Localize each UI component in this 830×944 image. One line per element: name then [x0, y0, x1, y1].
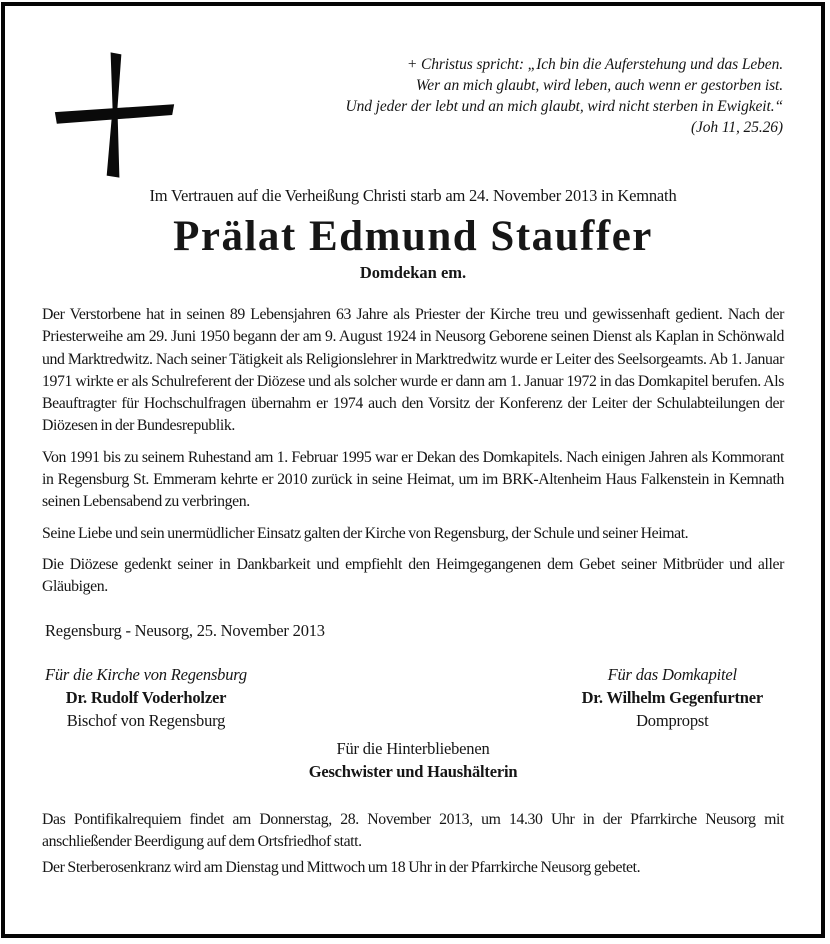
memorial-cross-icon	[49, 44, 181, 186]
funeral-info	[42, 809, 784, 880]
body-paragraph: Von 1991 bis zu seinem Ruhestand am 1. Februar 1995 war er Dekan des Domkapitels. Nach einigen Jahren als Kommorant in Regensburg St. Emmeram kehrte er 2010 zurück in seine Heimat, um im BRK-Altenheim Haus Falkenstein in Kemnath seinen Lebensabend zu verbringen.	[42, 448, 784, 511]
scripture-reference: (Joh 11, 25.26)	[690, 119, 783, 136]
signature-row	[45, 663, 763, 732]
signature-name: Dr. Wilhelm Gegenfurtner	[581, 687, 763, 707]
scripture-quote-line: Wer an mich glaubt, wird leben, auch wenn er gestorben ist.	[415, 77, 783, 94]
funeral-paragraph: Der Sterberosenkranz wird am Dienstag und Mittwoch um 18 Uhr in der Pfarrkirche Neusorg gebetet.	[42, 859, 641, 877]
obituary-body	[42, 304, 784, 599]
scripture-quote-line: Und jeder der lebt und an mich glaubt, wird nicht sterben in Ewigkeit.“	[345, 98, 783, 115]
signature-left	[45, 663, 247, 732]
signature-role: Für das Domkapitel	[607, 664, 737, 684]
funeral-paragraph: Das Pontifikalrequiem findet am Donnerstag, 28. November 2013, um 14.30 Uhr in der Pfarrkirche Neusorg mit anschließender Beerdigung auf dem Ortsfriedhof statt.	[42, 810, 784, 850]
signature-name: Geschwister und Haushälterin	[308, 761, 518, 781]
dateline: Regensburg - Neusorg, 25. November 2013	[45, 620, 325, 640]
body-paragraph: Der Verstorbene hat in seinen 89 Lebensjahren 63 Jahre als Priester der Kirche treu und gewissenhaft gedient. Nach der Priesterweihe am 29. Juni 1950 begann der am 9. August 1924 in Neusorg Geborene seinen Dienst als Kaplan in Schönwald und Marktredwitz. Nach seiner Tätigkeit als Religionslehrer in Marktredwitz wurde er Leiter des Seelsorgeamts. Ab 1. Januar 1971 wirkte er als Schulreferent der Diözese und als solcher wurde er dann am 1. Januar 1972 in das Domkapitel berufen. Als Beauftragter für Hochschulfragen übernahm er 1974 auch den Vorsitz der Konferenz der Leiter der Schulabteilungen der Diözesen in der Bundesrepublik.	[42, 306, 784, 435]
signature-subtitle: Bischof von Regensburg	[66, 710, 226, 730]
intro-line: Im Vertrauen auf die Verheißung Christi starb am 24. November 2013 in Kemnath	[149, 186, 677, 205]
signature-role: Für die Kirche von Regensburg	[45, 664, 247, 684]
signature-name: Dr. Rudolf Voderholzer	[65, 687, 227, 707]
signature-right	[582, 663, 763, 732]
scripture-quote-line: + Christus spricht: „Ich bin die Auferstehung und das Leben.	[406, 56, 783, 73]
deceased-name: Prälat Edmund Stauffer	[173, 213, 653, 260]
body-paragraph: Seine Liebe und sein unermüdlicher Einsatz galten der Kirche von Regensburg, der Schule und seiner Heimat.	[42, 524, 689, 542]
obituary-notice	[1, 2, 825, 938]
signature-center	[5, 737, 821, 783]
deceased-title: Domdekan em.	[359, 263, 467, 282]
signature-role: Für die Hinterbliebenen	[336, 738, 490, 758]
signature-subtitle: Dompropst	[636, 710, 709, 730]
body-paragraph: Die Diözese gedenkt seiner in Dankbarkeit und empfiehlt den Heimgegangenen dem Gebet seiner Mitbrüder und aller Gläubigen.	[42, 555, 784, 596]
